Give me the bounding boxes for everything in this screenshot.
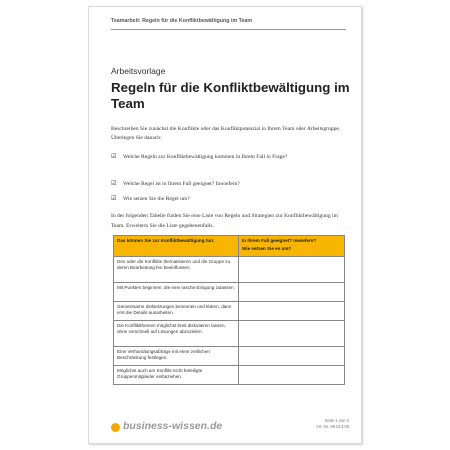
footer-meta — [316, 418, 349, 430]
rule-cell: Eine Verhandlungsabfolge mit einer zeitlichen Beschränkung festlegen. — [114, 347, 239, 366]
column-header-suitability-line1: In Ihrem Fall geeignet? Inwiefern? — [242, 238, 317, 243]
table-row — [114, 257, 345, 283]
rule-cell: Den oder die Konflikte thematisieren und die Gruppe zu deren Bearbeitung fen beeinflussen. — [114, 257, 239, 283]
column-header-suitability — [239, 236, 345, 257]
header-divider — [111, 29, 346, 30]
answer-cell[interactable] — [239, 321, 345, 347]
page-title: Regeln für die Konfliktbewältigung im Team — [111, 80, 350, 111]
answer-cell[interactable] — [239, 347, 345, 366]
running-header: Teamarbeit: Regeln für die Konfliktbewältigung im Team — [111, 18, 253, 24]
table-header-row — [114, 236, 345, 257]
rule-cell: Die Konfliktthemen möglichst breit diskutieren lassen, ohne vorschnell auf Lösungen abzuzielen. — [114, 321, 239, 347]
rule-cell: Mit Punkten beginnen, die eine rasche Einigung zulassen. — [114, 283, 239, 302]
table-row — [114, 321, 345, 347]
rule-cell: Möglichst auch am Konflikt nicht beteiligte Gruppenmitglieder einbeziehen. — [114, 366, 239, 385]
answer-cell[interactable] — [239, 257, 345, 283]
table-row — [114, 347, 345, 366]
checklist-item — [111, 153, 347, 162]
checklist-item — [111, 180, 347, 189]
checklist-item-text: Welche Regeln zur Konfliktbewältigung kommen in Ihrem Fall in Frage? — [123, 154, 288, 160]
page-number: Seite 1 von 2 — [324, 418, 349, 423]
checklist-item — [111, 195, 347, 204]
checkbox-icon: ☑ — [111, 152, 117, 160]
brand-logo[interactable]: business-wissen.de — [123, 420, 223, 432]
logo-dot-icon — [111, 423, 120, 432]
table-row — [114, 302, 345, 321]
table-row — [114, 366, 345, 385]
document-page — [88, 6, 362, 444]
checklist-item-text: Welche Regel ist in Ihrem Fall geeignet? Inwiefern? — [123, 181, 240, 187]
intro-paragraph: Beschreiben Sie zunächst die Konflikte oder das Konfliktpotenzial in Ihrem Team oder Arbeitsgruppe. Überlegen Sie danach: — [111, 126, 341, 141]
document-kicker: Arbeitsvorlage — [111, 66, 166, 76]
answer-cell[interactable] — [239, 302, 345, 321]
column-header-suitability-line2: Wie setzen Sie es um? — [242, 246, 292, 251]
rule-cell: Gemeinsame Zielsetzungen benennen und klären, dann erst die Details ausarbeiten. — [114, 302, 239, 321]
answer-cell[interactable] — [239, 366, 345, 385]
rules-table — [113, 235, 345, 385]
checkbox-icon: ☑ — [111, 179, 117, 187]
table-row — [114, 283, 345, 302]
checkbox-icon: ☑ — [111, 194, 117, 202]
table-intro-paragraph: In der folgenden Tabelle finden Sie eine Liste von Regeln und Strategien zur Konfliktbewältigung im Team. Erweitern Sie die Liste gegebenenfalls. — [111, 213, 338, 229]
answer-cell[interactable] — [239, 283, 345, 302]
column-header-rules: Das können Sie zur Konfliktbewältigung tun: — [114, 236, 239, 257]
article-number: Art.-Nr. 99.013.05 — [315, 424, 349, 429]
checklist-item-text: Wie setzen Sie die Regel um? — [123, 196, 190, 202]
